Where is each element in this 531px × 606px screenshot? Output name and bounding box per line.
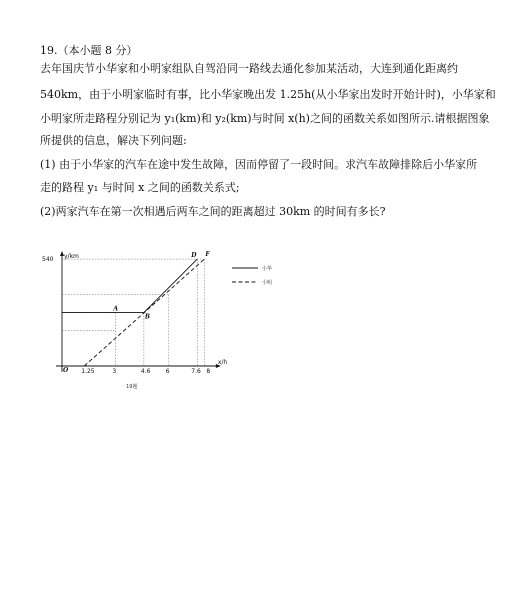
x-tick-label: 6 bbox=[165, 368, 170, 375]
figure-caption: 19题 bbox=[126, 384, 138, 390]
x-tick-label: 1.25 bbox=[81, 368, 95, 375]
x-axis-label: x/h bbox=[217, 359, 228, 366]
problem-line: 去年国庆节小华家和小明家组队自驾沿同一路线去通化参加某活动，大连到通化距离约 bbox=[40, 62, 458, 75]
y-axis-label: y/km bbox=[64, 253, 79, 260]
origin-label: O bbox=[63, 367, 69, 374]
problem-line: 走的路程 y₁ 与时间 x 之间的函数关系式; bbox=[40, 181, 240, 194]
y-tick-label: 540 bbox=[42, 256, 54, 264]
x-tick-label: 7.6 bbox=[191, 368, 201, 375]
problem-line: 540km，由于小明家临时有事，比小华家晚出发 1.25h(从小华家出发时开始计时)，小华家和 bbox=[40, 88, 496, 101]
legend-label: 小华 bbox=[262, 266, 273, 272]
function-graph bbox=[40, 250, 310, 400]
point-label: B bbox=[144, 313, 150, 321]
problem-line: 所提供的信息，解决下列问题: bbox=[40, 134, 187, 147]
x-tick-label: 3 bbox=[112, 368, 117, 375]
point-label: D bbox=[191, 252, 197, 260]
problem-line: (2)两家汽车在第一次相遇后两车之间的距离超过 30km 的时间有多长? bbox=[40, 205, 386, 218]
point-label: F bbox=[205, 251, 210, 259]
problem-number: 19.（本小题 8 分） bbox=[40, 44, 138, 57]
legend-label: 小明 bbox=[262, 280, 273, 286]
x-tick-label: 4.6 bbox=[140, 368, 151, 375]
x-tick-label: 8 bbox=[206, 368, 211, 375]
point-label: A bbox=[113, 305, 119, 313]
problem-line: 小明家所走路程分别记为 y₁(km)和 y₂(km)与时间 x(h)之间的函数关系如图所示.请根据图象 bbox=[40, 112, 490, 125]
series-line bbox=[62, 259, 197, 312]
problem-line: (1) 由于小华家的汽车在途中发生故障，因而停留了一段时间。求汽车故障排除后小华家所 bbox=[40, 158, 478, 171]
